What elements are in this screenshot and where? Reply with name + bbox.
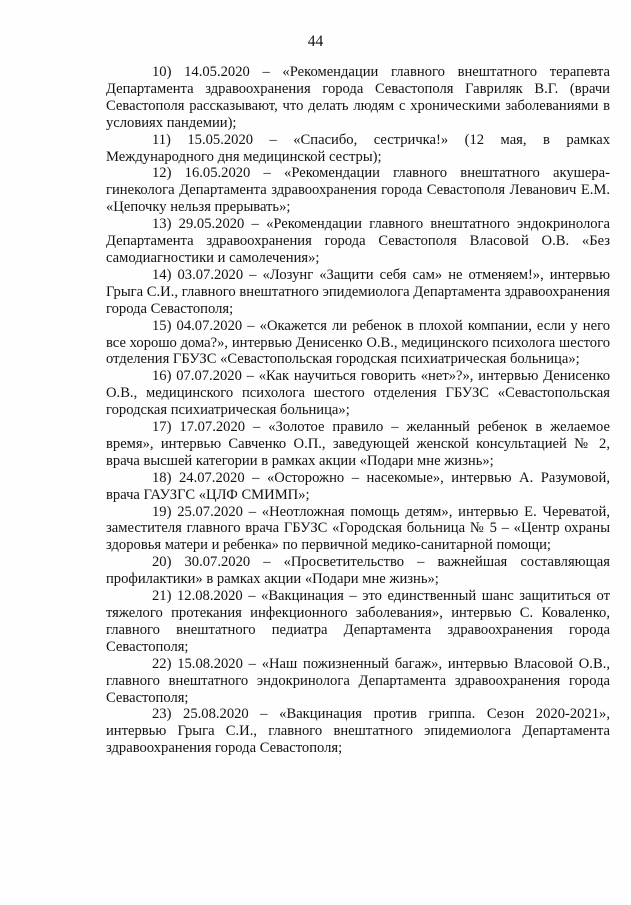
- list-item: 10) 14.05.2020 – «Рекомендации главного внештатного терапевта Департамента здравоохранения города Севастополя Гавриляк В.Г. (врачи Севастополя рассказывают, что делать людям с хроническими заболеваниями в условиях пандемии);: [106, 64, 610, 131]
- list-item: 15) 04.07.2020 – «Окажется ли ребенок в плохой компании, если у него все хорошо дома?», интервью Денисенко О.В., медицинского психолога шестого отделения ГБУЗС «Севастопольская городская психиатрическая больница»;: [106, 317, 610, 368]
- list-item: 23) 25.08.2020 – «Вакцинация против гриппа. Сезон 2020-2021», интервью Грыга С.И., главного внештатного эпидемиолога Департамента здравоохранения города Севастополя;: [106, 706, 610, 757]
- page-number: 44: [307, 33, 324, 50]
- list-item: 22) 15.08.2020 – «Наш пожизненный багаж», интервью Власовой О.В., главного внештатного эндокринолога Департамента здравоохранения города Севастополя;: [106, 655, 610, 706]
- list-item: 17) 17.07.2020 – «Золотое правило – желанный ребенок в желаемое время», интервью Савченко О.П., заведующей женской консультацией № 2, врача высшей категории в рамках акции «Подари мне жизнь»;: [106, 419, 610, 469]
- list-item: 14) 03.07.2020 – «Лозунг «Защити себя сам» не отменяем!», интервью Грыга С.И., главного внештатного эпидемиолога Департамента здравоохранения города Севастополя;: [106, 266, 610, 317]
- list-item: 13) 29.05.2020 – «Рекомендации главного внештатного эндокринолога Департамента здравоохранения города Севастополя Власовой О.В. «Без самодиагностики и самолечения»;: [106, 216, 610, 266]
- list-item: 21) 12.08.2020 – «Вакцинация – это единственный шанс защититься от тяжелого протекания инфекционного заболевания», интервью С. Коваленко, главного внештатного педиатра Департамента здравоохранения города Севастополя;: [106, 588, 610, 655]
- list-item: 19) 25.07.2020 – «Неотложная помощь детям», интервью Е. Череватой, заместителя главного врача ГБУЗС «Городская больница № 5 – «Центр охраны здоровья матери и ребенка» по первичной медико-санитарной помощи;: [106, 503, 610, 554]
- list-item: 12) 16.05.2020 – «Рекомендации главного внештатного акушера-гинеколога Департамента здравоохранения города Севастополя Леванович Е.М. «Цепочку нельзя прерывать»;: [106, 165, 610, 216]
- item-list: [106, 64, 610, 757]
- list-item: 20) 30.07.2020 – «Просветительство – важнейшая составляющая профилактики» в рамках акции «Подари мне жизнь»;: [106, 554, 610, 588]
- list-item: 18) 24.07.2020 – «Осторожно – насекомые», интервью А. Разумовой, врача ГАУЗГС «ЦЛФ СМИМП»;: [106, 469, 610, 503]
- list-item: 11) 15.05.2020 – «Спасибо, сестричка!» (12 мая, в рамках Международного дня медицинской сестры);: [106, 131, 610, 165]
- list-item: 16) 07.07.2020 – «Как научиться говорить «нет»?», интервью Денисенко О.В., медицинского психолога шестого отделения ГБУЗС «Севастопольская городская психиатрическая больница»;: [106, 368, 610, 419]
